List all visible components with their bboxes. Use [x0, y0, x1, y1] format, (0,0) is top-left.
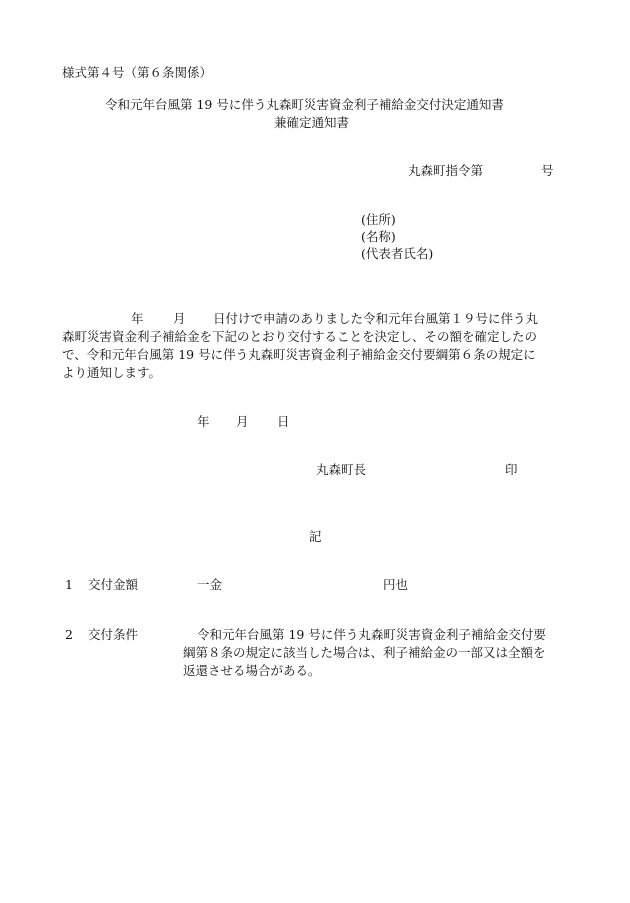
seal-mark: 印 — [505, 462, 518, 477]
item-2-line-2: 綱第８条の規定に該当した場合は、利子補給金の一部又は全額を — [183, 645, 546, 660]
body-line-1: 日付けで申請のありました令和元年台風第１９号に伴う丸 — [213, 311, 539, 326]
item-1-amount-suffix: 円也 — [383, 577, 409, 592]
form-label: 様式第４号（第６条関係） — [62, 65, 213, 80]
document-number-suffix: 号 — [541, 163, 554, 178]
recipient-representative-label: (代表者氏名) — [361, 246, 434, 261]
title-line-2: 兼確定通知書 — [274, 115, 350, 130]
item-1-number: 1 — [65, 577, 73, 592]
item-1-label: 交付金額 — [88, 577, 139, 592]
item-2-line-1: 令和元年台風第 19 号に伴う丸森町災害資金利子補給金交付要 — [197, 627, 546, 642]
body-year: 年 — [131, 311, 144, 326]
item-2-line-3: 返還させる場合がある。 — [183, 663, 321, 678]
document-number-prefix: 丸森町指令第 — [408, 163, 484, 178]
item-1-amount-prefix: 一金 — [197, 577, 223, 592]
item-2-number: 2 — [65, 627, 73, 642]
body-line-4: より通知します。 — [62, 365, 162, 380]
title-line-1: 令和元年台風第 19 号に伴う丸森町災害資金利子補給金交付決定通知書 — [105, 97, 504, 112]
body-line-2: 森町災害資金利子補給金を下記のとおり交付することを決定し、その額を確定したの — [62, 329, 538, 344]
ki-heading: 記 — [309, 529, 322, 544]
recipient-address-label: (住所) — [361, 212, 396, 227]
body-line-3: で、令和元年台風第 19 号に伴う丸森町災害資金利子補給金交付要綱第６条の規定に — [62, 347, 536, 362]
date-year: 年 — [197, 414, 210, 429]
item-2-label: 交付条件 — [88, 627, 139, 642]
date-month: 月 — [236, 414, 249, 429]
date-day: 日 — [277, 414, 290, 429]
recipient-name-label: (名称) — [361, 229, 396, 244]
issuer-name: 丸森町長 — [316, 462, 367, 477]
body-month: 月 — [173, 311, 186, 326]
